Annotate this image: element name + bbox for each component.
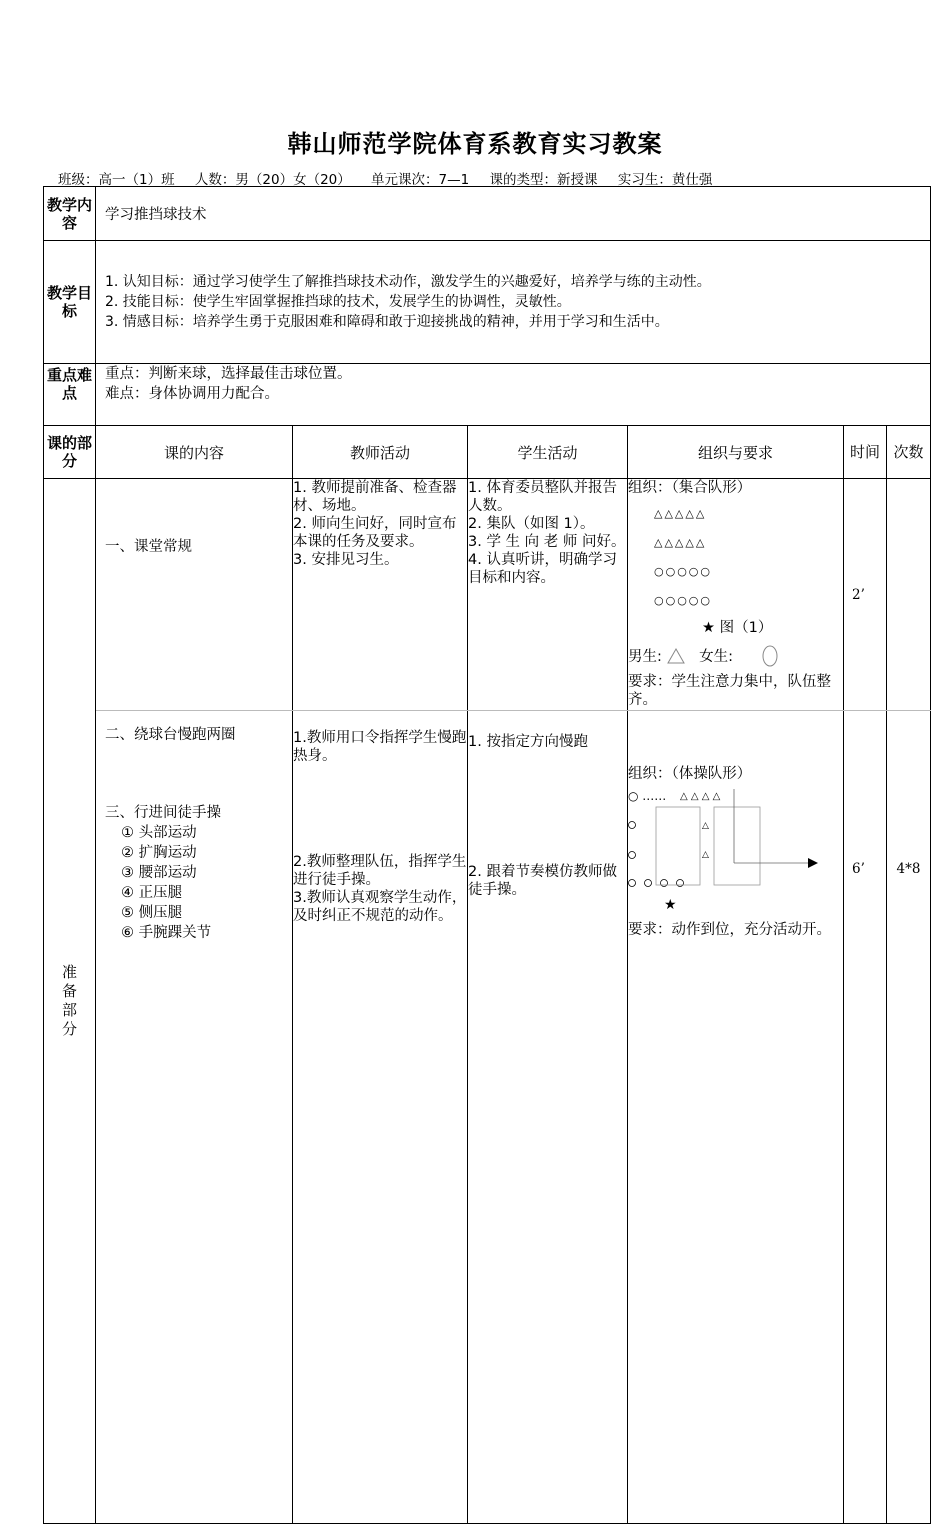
formation-row: ○○○○○ [654,565,712,578]
warmup-jog: 二、绕球台慢跑两圈 [105,727,236,743]
org-title: 组织：（体操队形） [628,766,752,782]
svg-text:△ △ △ △: △ △ △ △ [680,791,721,802]
exercise-item: ② 扩胸运动 [121,845,197,861]
gymnastics-formation-diagram [628,787,828,911]
routine-student [468,479,628,711]
teacher-step: 3. 安排见习生。 [293,552,399,568]
warmup-time: 6’ [844,711,887,1524]
formation-row: ○○○○○ [654,594,712,607]
header-part: 课的部分 [44,426,96,479]
warmup-teacher [293,711,468,1524]
header-org: 组织与要求 [628,426,844,479]
keypoints-text [96,364,931,426]
header-content: 课的内容 [96,426,293,479]
header-student: 学生活动 [468,426,628,479]
warmup-exercises: 三、行进间徒手操 [105,805,221,821]
lesson-info [58,168,728,188]
formation-row: △△△△△ [654,507,707,520]
objective-item: 3. 情感目标：培养学生勇于克服困难和障碍和敢于迎接挑战的精神，并用于学习和生活中。 [105,314,669,330]
org-requirement: 要求：学生注意力集中，队伍整齐。 [628,674,831,708]
header-time: 时间 [844,426,887,479]
routine-teacher [293,479,468,711]
routine-org [628,479,844,711]
header-count: 次数 [887,426,931,479]
figure-label: ★ 图（1） [702,620,773,636]
teacher-step: 1.教师用口令指挥学生慢跑热身。 [293,730,467,764]
keypoints-row [44,364,931,426]
objective-item: 1. 认知目标：通过学习使学生了解推挡球技术动作，激发学生的兴趣爱好，培养学与练的主动性。 [105,274,711,290]
objectives-list [96,241,931,364]
warmup-count: 4*8 [887,711,931,1524]
objectives-row [44,241,931,364]
objectives-label: 教学目标 [44,241,96,364]
warmup-student [468,711,628,1524]
svg-text:△: △ [702,821,709,831]
svg-text:★: ★ [664,897,677,911]
header-teacher: 教师活动 [293,426,468,479]
routine-content: 一、课堂常规 [96,479,293,711]
content-row [44,187,931,241]
student-step: 2. 集队（如图 1）。 [468,516,595,532]
org-requirement: 要求：动作到位，充分活动开。 [628,922,831,938]
formation-diagram [628,787,843,911]
org-title: 组织：（集合队形） [628,480,752,496]
objective-item: 2. 技能目标：使学生牢固掌握推挡球的技术，发展学生的协调性，灵敏性。 [105,294,571,310]
male-label: 男生: [628,649,662,665]
trainee-info: 实习生：黄仕强 [617,172,713,188]
class-info: 班级：高一（1）班 [58,172,175,188]
routine-count [887,479,931,711]
warmup-org [628,711,844,1524]
routine-row [44,479,931,711]
svg-text:△: △ [702,850,709,860]
female-label: 女生: [699,649,733,665]
teacher-step: 3.教师认真观察学生动作，及时纠正不规范的动作。 [293,890,467,924]
section-part-label: 准备部分 [44,479,96,1524]
student-step: 1. 按指定方向慢跑 [468,734,588,750]
circle-icon [760,645,780,667]
warmup-row [44,711,931,1524]
formation-dots: ○ …… [628,789,667,803]
header-row [44,426,931,479]
warmup-content [96,711,293,1524]
key-point: 重点：判断来球，选择最佳击球位置。 [105,366,352,382]
unit-info: 单元课次：7—1 [371,172,470,188]
content-text: 学习推挡球技术 [96,187,931,241]
exercise-item: ⑤ 侧压腿 [121,905,183,921]
teacher-step: 1. 教师提前准备、检查器材、场地。 [293,480,457,514]
keypoints-label: 重点难点 [44,364,96,426]
lesson-plan-table [43,186,931,1524]
student-step: 1. 体育委员整队并报告人数。 [468,480,617,514]
routine-time: 2’ [844,479,887,711]
exercise-item: ① 头部运动 [121,825,197,841]
content-label: 教学内容 [44,187,96,241]
triangle-icon [667,647,685,665]
exercise-item: ③ 腰部运动 [121,865,197,881]
lesson-type-info: 课的类型：新授课 [489,172,598,188]
student-step: 3. 学 生 向 老 师 问好。 [468,534,626,550]
page-title: 韩山师范学院体育系教育实习教案 [287,130,663,158]
gender-legend [628,645,843,667]
student-count-info: 人数：男（20）女（20） [194,172,351,188]
difficulty-point: 难点：身体协调用力配合。 [105,386,279,402]
formation-row: △△△△△ [654,536,707,549]
teacher-step: 2.教师整理队伍，指挥学生进行徒手操。 [293,854,467,888]
teacher-step: 2. 师向生问好，同时宣布本课的任务及要求。 [293,516,457,550]
student-step: 2. 跟着节奏模仿教师做徒手操。 [468,864,617,898]
exercise-item: ⑥ 手腕踝关节 [121,925,212,941]
student-step: 4. 认真听讲，明确学习目标和内容。 [468,552,617,586]
exercise-item: ④ 正压腿 [121,885,183,901]
